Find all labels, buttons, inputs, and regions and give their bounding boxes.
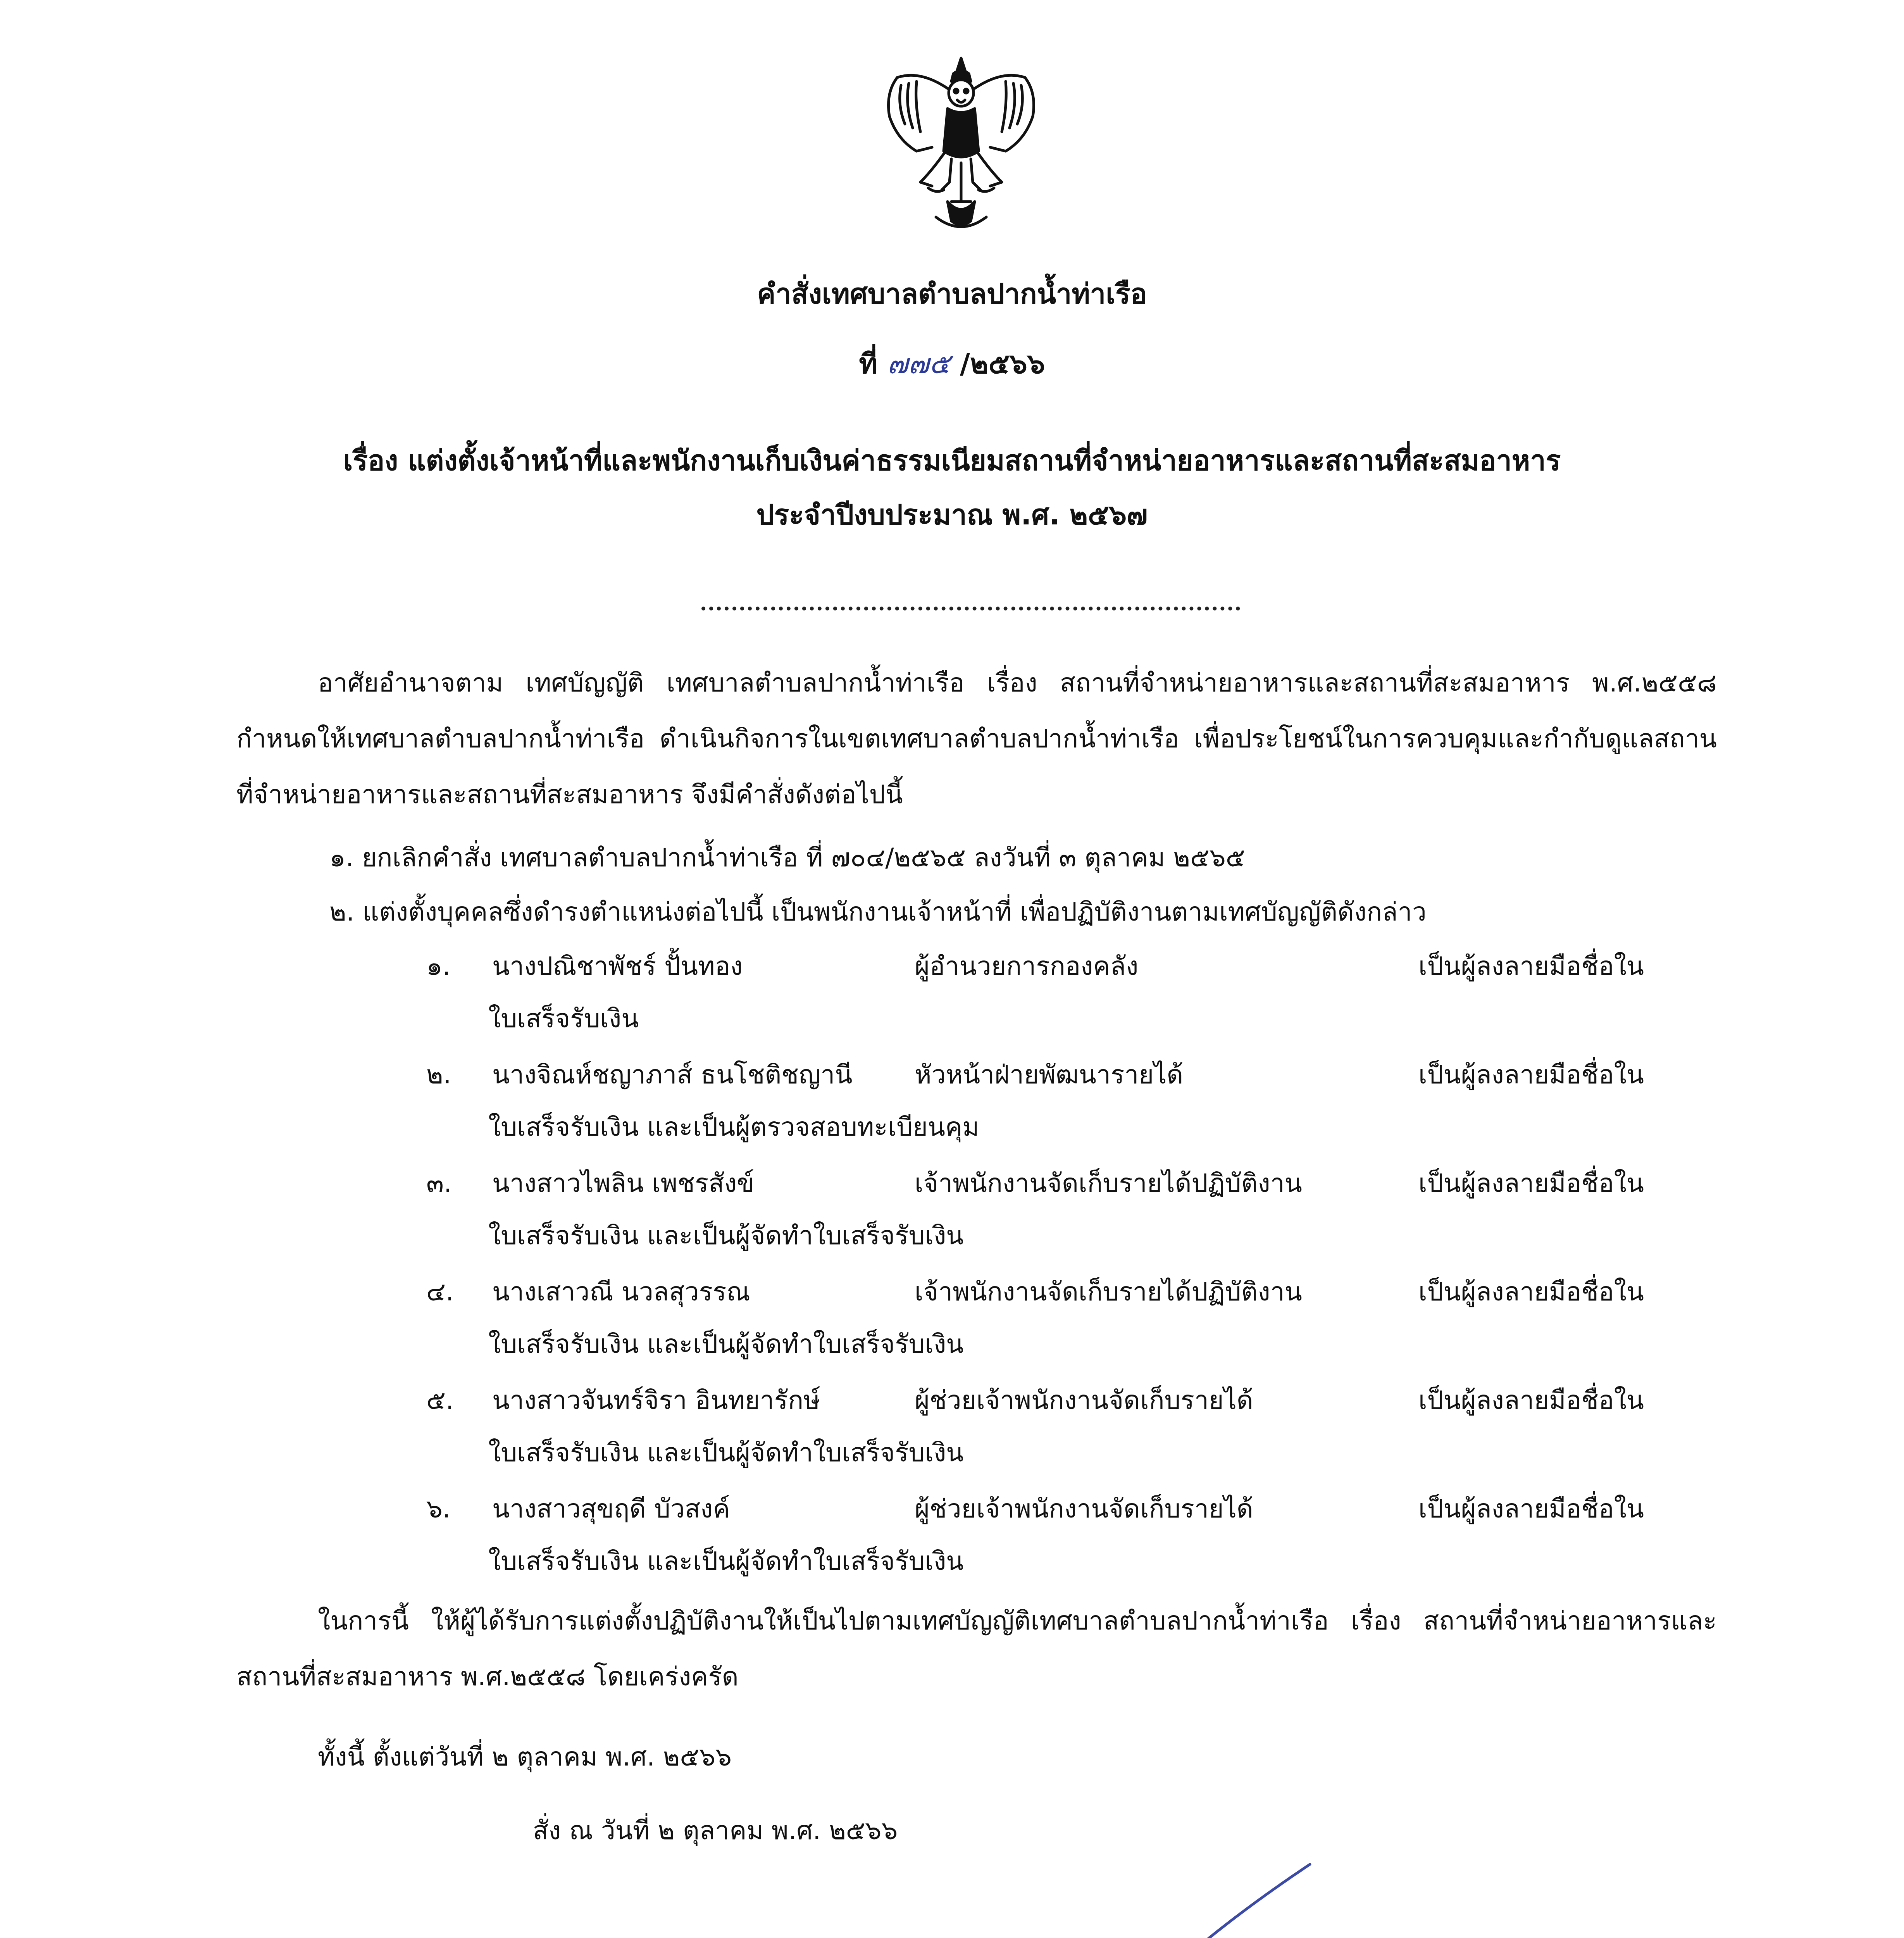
person-number: ๖. bbox=[426, 1494, 451, 1524]
item-1: ๑. ยกเลิกคำสั่ง เทศบาลตำบลปากน้ำท่าเรือ ที่ ๗๐๔/๒๕๖๕ ลงวันที่ ๓ ตุลาคม ๒๕๖๕ bbox=[329, 843, 1245, 872]
person-entry-5 bbox=[426, 1380, 1705, 1488]
person-role-continuation: ใบเสร็จรับเงิน และเป็นผู้จัดทำใบเสร็จรับเงิน bbox=[488, 1438, 964, 1467]
person-entry-1 bbox=[426, 946, 1705, 1054]
person-name: นางจิณห์ชญาภาส์ ธนโชติชญานี bbox=[492, 1060, 853, 1090]
order-number-suffix: /๒๕๖๖ bbox=[960, 347, 1045, 380]
intro-paragraph: อาศัยอำนาจตาม เทศบัญญัติ เทศบาลตำบลปากน้ำท่าเรือ เรื่อง สถานที่จำหน่ายอาหารและสถานที่สะสมอาหาร พ.ศ.๒๕๕๘ กำหนดให้เทศบาลตำบลปากน้ำท่าเรือ ดำเนินกิจการในเขตเทศบาลตำบลปากน้ำท่าเรือ เพื่อประโยชน์ในการควบคุมและกำกับดูแลสถานที่จำหน่ายอาหารและสถานที่สะสมอาหาร จึงมีคำสั่งดังต่อไปนี้ bbox=[236, 668, 1717, 809]
person-role: เป็นผู้ลงลายมือชื่อใน bbox=[1418, 1385, 1644, 1415]
person-entry-3 bbox=[426, 1163, 1705, 1271]
person-role-continuation: ใบเสร็จรับเงิน และเป็นผู้ตรวจสอบทะเบียนคุม bbox=[488, 1112, 979, 1142]
person-number: ๑. bbox=[426, 951, 451, 981]
person-position: เจ้าพนักงานจัดเก็บรายได้ปฏิบัติงาน bbox=[915, 1277, 1302, 1307]
handwritten-signature bbox=[1023, 1857, 1325, 1938]
person-position: ผู้ช่วยเจ้าพนักงานจัดเก็บรายได้ bbox=[915, 1494, 1253, 1524]
person-entry-2 bbox=[426, 1054, 1705, 1163]
person-position: ผู้ช่วยเจ้าพนักงานจัดเก็บรายได้ bbox=[915, 1385, 1253, 1415]
person-position: ผู้อำนวยการกองคลัง bbox=[915, 951, 1139, 981]
person-name: นางสาวไพลิน เพชรสังข์ bbox=[492, 1168, 754, 1198]
person-role: เป็นผู้ลงลายมือชื่อใน bbox=[1418, 951, 1644, 981]
person-role: เป็นผู้ลงลายมือชื่อใน bbox=[1418, 1168, 1644, 1198]
order-date: สั่ง ณ วันที่ ๒ ตุลาคม พ.ศ. ๒๕๖๖ bbox=[533, 1816, 898, 1845]
person-role-continuation: ใบเสร็จรับเงิน และเป็นผู้จัดทำใบเสร็จรับเงิน bbox=[488, 1221, 964, 1250]
order-number-handwritten: ๗๗๕ bbox=[887, 347, 950, 380]
dotted-divider bbox=[701, 607, 1240, 610]
person-number: ๒. bbox=[426, 1060, 451, 1090]
person-name: นางเสาวณี นวลสุวรรณ bbox=[492, 1277, 750, 1307]
person-entry-6 bbox=[426, 1488, 1705, 1597]
garuda-emblem-icon bbox=[874, 54, 1048, 240]
subject-line-1: เรื่อง แต่งตั้งเจ้าหน้าที่และพนักงานเก็บเงินค่าธรรมเนียมสถานที่จำหน่ายอาหารและสถานที่สะสมอาหาร bbox=[343, 444, 1561, 477]
person-name: นางสาวจันทร์จิรา อินทยารักษ์ bbox=[492, 1385, 820, 1415]
subject-line-2: ประจำปีงบประมาณ พ.ศ. ๒๕๖๗ bbox=[756, 498, 1148, 531]
person-role-continuation: ใบเสร็จรับเงิน และเป็นผู้จัดทำใบเสร็จรับเงิน bbox=[488, 1546, 964, 1576]
person-role: เป็นผู้ลงลายมือชื่อใน bbox=[1418, 1277, 1644, 1307]
person-role: เป็นผู้ลงลายมือชื่อใน bbox=[1418, 1494, 1644, 1524]
person-role-continuation: ใบเสร็จรับเงิน bbox=[488, 1003, 639, 1033]
person-entry-4 bbox=[426, 1271, 1705, 1380]
effective-date: ทั้งนี้ ตั้งแต่วันที่ ๒ ตุลาคม พ.ศ. ๒๕๖๖ bbox=[318, 1742, 732, 1772]
order-number bbox=[0, 341, 1904, 386]
item-2: ๒. แต่งตั้งบุคคลซึ่งดำรงตำแหน่งต่อไปนี้ เป็นพนักงานเจ้าหน้าที่ เพื่อปฏิบัติงานตามเทศบัญญัติดังกล่าว bbox=[329, 897, 1427, 927]
person-number: ๓. bbox=[426, 1168, 452, 1198]
person-number: ๕. bbox=[426, 1385, 454, 1415]
person-position: เจ้าพนักงานจัดเก็บรายได้ปฏิบัติงาน bbox=[915, 1168, 1302, 1198]
document-title: คำสั่งเทศบาลตำบลปากน้ำท่าเรือ bbox=[757, 278, 1147, 310]
person-role: เป็นผู้ลงลายมือชื่อใน bbox=[1418, 1060, 1644, 1090]
person-role-continuation: ใบเสร็จรับเงิน และเป็นผู้จัดทำใบเสร็จรับเงิน bbox=[488, 1329, 964, 1359]
order-number-prefix: ที่ bbox=[859, 347, 877, 380]
person-name: นางสาวสุขฤดี บัวสงค์ bbox=[492, 1494, 730, 1524]
person-name: นางปณิชาพัชร์ ปั้นทอง bbox=[492, 951, 743, 981]
person-position: หัวหน้าฝ่ายพัฒนารายได้ bbox=[915, 1060, 1184, 1090]
closing-paragraph: ในการนี้ ให้ผู้ได้รับการแต่งตั้งปฏิบัติงานให้เป็นไปตามเทศบัญญัติเทศบาลตำบลปากน้ำท่าเรือ เรื่อง สถานที่จำหน่ายอาหารและสถานที่สะสมอาหาร พ.ศ.๒๕๕๘ โดยเคร่งครัด bbox=[236, 1606, 1717, 1691]
person-number: ๔. bbox=[426, 1277, 454, 1307]
